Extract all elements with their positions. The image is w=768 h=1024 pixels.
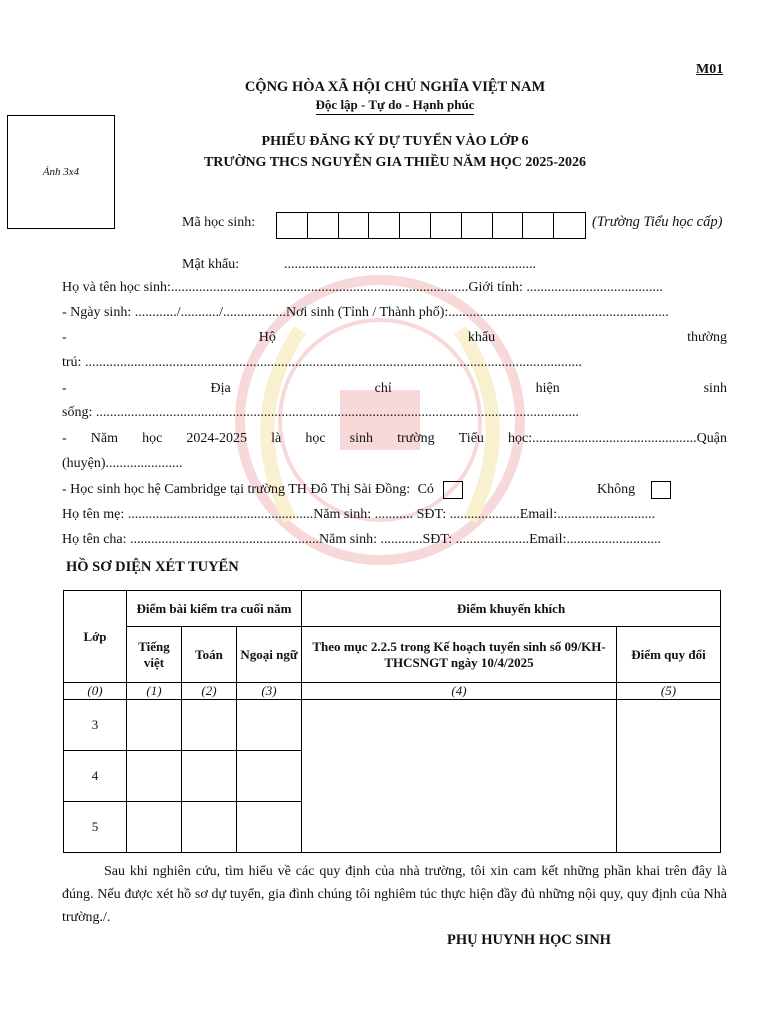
sub-foreign: Ngoại ngữ [237, 627, 302, 683]
table-row: 3 [64, 700, 721, 751]
form-title: PHIẾU ĐĂNG KÝ DỰ TUYỂN VÀO LỚP 6 [261, 134, 529, 149]
residence-continued[interactable]: trú: .............................................................................................................................................. [62, 355, 582, 370]
signature-label: PHỤ HUYNH HỌC SINH [447, 932, 611, 948]
address-line[interactable]: - Địa chỉ hiện sinh [62, 381, 727, 396]
address-continued[interactable]: sống: .......................................................................................................................................... [62, 405, 579, 420]
score-cell[interactable] [182, 700, 237, 751]
commitment-text: Sau khi nghiên cứu, tìm hiểu về các quy định của nhà trường, tôi xin cam kết những phần khai trên đây là đúng. Nếu được xét hồ sơ dự tuyển, gia đình chúng tôi nghiêm túc thực hiện đầy đủ những nội quy, quy định của Nhà trường./. [62, 864, 727, 925]
score-cell[interactable] [182, 751, 237, 802]
index-row: (0) (1) (2) (3) (4) (5) [64, 683, 721, 700]
password-label: Mật khẩu: [182, 257, 240, 272]
score-cell[interactable] [237, 700, 302, 751]
motto: Độc lập - Tự do - Hạnh phúc [180, 97, 610, 113]
criteria-cell[interactable] [302, 700, 617, 853]
cambridge-line: - Học sinh học hệ Cambridge tại trường TH Đô Thị Sài Đồng: Có [62, 481, 727, 499]
photo-placeholder: Ảnh 3x4 [7, 115, 115, 229]
sub-criteria: Theo mục 2.2.5 trong Kế hoạch tuyển sinh số 09/KH-THCSNGT ngày 10/4/2025 [302, 627, 617, 683]
section-title: HỒ SƠ DIỆN XÉT TUYỂN [66, 559, 239, 575]
student-name-line[interactable]: Họ và tên học sinh:.....................................................................................Giới tính: ....................................... [62, 280, 663, 295]
mother-line[interactable]: Họ tên mẹ: .....................................................Năm sinh: ........... SĐT: ....................Email:............................ [62, 507, 656, 522]
table-row: 5 [64, 802, 721, 853]
score-cell[interactable] [182, 802, 237, 853]
sub-math: Toán [182, 627, 237, 683]
residence-line[interactable]: - Hộ khẩu thường [62, 330, 727, 345]
form-code: M01 [696, 62, 724, 77]
student-code-label: Mã học sinh: [182, 215, 256, 230]
dob-line[interactable]: - Ngày sinh: ............/.........../..................Nơi sinh (Tỉnh / Thành phố):............................................................... [62, 305, 669, 320]
col-grade: Lớp [64, 591, 127, 683]
table-row: 4 [64, 751, 721, 802]
col-scores: Điểm bài kiểm tra cuối năm [127, 591, 302, 627]
col-bonus: Điểm khuyến khích [302, 591, 721, 627]
password-field[interactable]: ........................................................................ [284, 257, 536, 272]
converted-cell[interactable] [617, 700, 721, 853]
score-cell[interactable] [127, 802, 182, 853]
school-line[interactable]: - Năm học 2024-2025 là học sinh trường Tiểu học:...............................................Quận [62, 431, 727, 446]
sub-converted: Điểm quy đổi [617, 627, 721, 683]
sub-vietnamese: Tiếng việt [127, 627, 182, 683]
father-line[interactable]: Họ tên cha: ......................................................Năm sinh: ............SĐT: .....................Email:........................... [62, 532, 661, 547]
score-cell[interactable] [127, 751, 182, 802]
cambridge-no-checkbox[interactable] [651, 481, 671, 499]
score-cell[interactable] [127, 700, 182, 751]
student-code-boxes[interactable] [276, 212, 586, 239]
student-code-note: (Trường Tiểu học cấp) [592, 214, 723, 230]
nation-header: CỘNG HÒA XÃ HỘI CHỦ NGHĨA VIỆT NAM [244, 79, 546, 95]
cambridge-yes-checkbox[interactable] [443, 481, 463, 499]
score-table [63, 590, 721, 853]
school-title: TRƯỜNG THCS NGUYỄN GIA THIỀU NĂM HỌC 2025-2026 [203, 155, 587, 170]
score-cell[interactable] [237, 802, 302, 853]
district-line[interactable]: (huyện)...................... [62, 456, 183, 471]
score-cell[interactable] [237, 751, 302, 802]
cambridge-no: Không [597, 481, 671, 499]
